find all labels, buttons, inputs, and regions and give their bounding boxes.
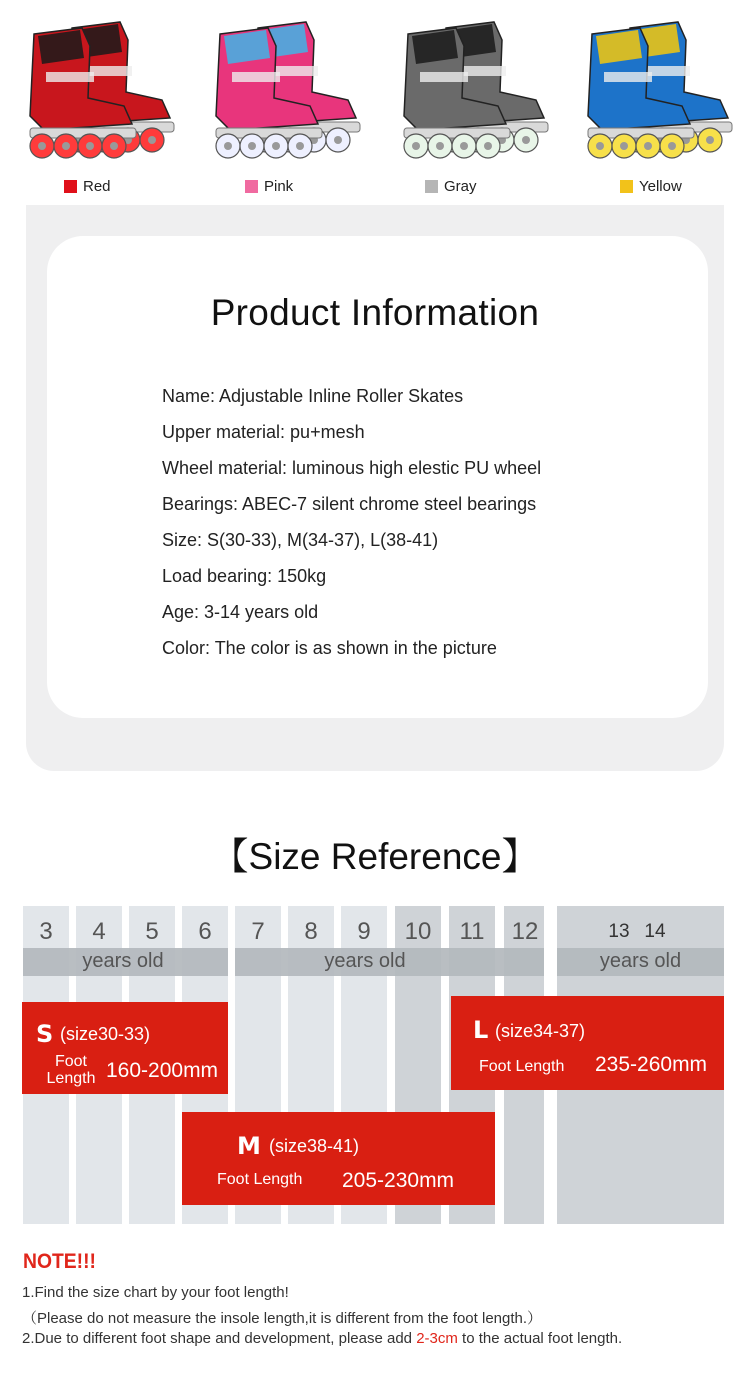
age-label: 12 — [511, 918, 539, 945]
color-label: Gray — [444, 178, 477, 195]
age-label: 9 — [357, 918, 371, 945]
pink-skate-image[interactable] — [190, 6, 368, 176]
yellow-swatch — [620, 180, 633, 193]
boot-cuff — [38, 30, 84, 64]
wheel-hub — [38, 142, 46, 150]
gray-skate-image[interactable] — [378, 6, 556, 176]
size-l-card[interactable] — [451, 996, 724, 1090]
wheel-hub — [706, 136, 714, 144]
wheel-hub — [596, 142, 604, 150]
note-line-3-end: to the actual foot length. — [457, 1330, 623, 1347]
wheel-hub — [668, 142, 676, 150]
age-label: 10 — [404, 918, 432, 945]
wheel-hub — [484, 142, 492, 150]
wheel-hub — [620, 142, 628, 150]
wheel-hub — [334, 136, 342, 144]
foot-length-value: 235-260mm — [595, 1053, 708, 1076]
wheel-hub — [86, 142, 94, 150]
boot-cuff — [224, 30, 270, 64]
red-skate-image[interactable] — [4, 6, 182, 176]
boot-strap — [420, 72, 468, 82]
product-info-title: Product Information — [210, 292, 540, 333]
wheel-hub — [110, 142, 118, 150]
age-band-label: years old — [599, 950, 682, 972]
spec-load-bearing: Load bearing: 150kg — [162, 566, 327, 586]
age-label: 11 — [459, 918, 485, 945]
wheel-hub — [148, 136, 156, 144]
wheel-hub — [436, 142, 444, 150]
spec-size: Size: S(30-33), M(34-37), L(38-41) — [162, 530, 439, 550]
color-option-gray[interactable] — [425, 178, 477, 195]
size-m-card[interactable] — [182, 1112, 495, 1205]
size-range: (size38-41) — [269, 1136, 360, 1156]
pink-swatch — [245, 180, 258, 193]
wheel-hub — [296, 142, 304, 150]
foot-length-label: Foot Length — [479, 1058, 565, 1075]
wheel-hub — [248, 142, 256, 150]
boot-cuff — [412, 30, 458, 64]
wheel-hub — [644, 142, 652, 150]
size-letter: L — [473, 1016, 489, 1044]
wheel-hub — [412, 142, 420, 150]
note-highlight: 2-3cm — [416, 1330, 458, 1347]
foot-length-label: Foot Length — [217, 1171, 303, 1188]
color-option-red[interactable] — [64, 178, 111, 195]
size-letter: M — [237, 1132, 261, 1160]
age-label: 13 — [608, 921, 630, 942]
color-options — [0, 0, 750, 205]
age-label: 5 — [145, 918, 159, 945]
note-line-3 — [22, 1330, 622, 1347]
wheel-hub — [460, 142, 468, 150]
spec-bearings: Bearings: ABEC-7 silent chrome steel bearings — [162, 494, 537, 514]
red-swatch — [64, 180, 77, 193]
boot-strap — [604, 72, 652, 82]
size-reference-title: 【Size Reference】 — [211, 836, 539, 877]
color-label: Pink — [264, 178, 294, 195]
note-line-1: 1.Find the size chart by your foot length! — [22, 1284, 289, 1301]
size-letter: S — [36, 1020, 54, 1048]
wheel-hub — [522, 136, 530, 144]
color-option-pink[interactable] — [245, 178, 293, 195]
foot-length-label: Foot Length — [46, 1053, 96, 1087]
boot-strap — [232, 72, 280, 82]
color-label: Yellow — [639, 178, 682, 195]
wheel-hub — [62, 142, 70, 150]
age-label: 7 — [251, 918, 265, 945]
age-label: 4 — [92, 918, 106, 945]
yellow-skate-image[interactable] — [562, 6, 740, 176]
age-label: 14 — [644, 921, 666, 942]
foot-length-value: 205-230mm — [342, 1169, 455, 1192]
size-s-card[interactable] — [22, 1002, 228, 1094]
size-range: (size30-33) — [60, 1024, 151, 1044]
size-range: (size34-37) — [495, 1021, 586, 1041]
age-label: 8 — [304, 918, 318, 945]
age-band-label: years old — [324, 950, 406, 972]
note-line-2: （Please do not measure the insole length,it is different from the foot length.） — [22, 1310, 543, 1327]
product-spec-list — [162, 378, 541, 666]
wheel-hub — [224, 142, 232, 150]
color-label: Red — [83, 178, 111, 195]
foot-length-value: 160-200mm — [106, 1059, 219, 1082]
spec-upper-material: Upper material: pu+mesh — [162, 422, 365, 442]
age-label: 6 — [198, 918, 212, 945]
note-line-3-text: 2.Due to different foot shape and development, please add — [22, 1330, 417, 1347]
spec-name: Name: Adjustable Inline Roller Skates — [162, 386, 464, 406]
color-option-yellow[interactable] — [620, 178, 682, 195]
note-title: NOTE!!! — [23, 1250, 96, 1273]
wheel-hub — [272, 142, 280, 150]
age-band-label: years old — [82, 950, 164, 972]
spec-color: Color: The color is as shown in the picture — [162, 638, 497, 658]
spec-wheel-material: Wheel material: luminous high elestic PU wheel — [162, 458, 542, 478]
boot-cuff — [596, 30, 642, 64]
age-label: 3 — [39, 918, 53, 945]
spec-age: Age: 3-14 years old — [162, 602, 319, 622]
gray-swatch — [425, 180, 438, 193]
boot-strap — [46, 72, 94, 82]
